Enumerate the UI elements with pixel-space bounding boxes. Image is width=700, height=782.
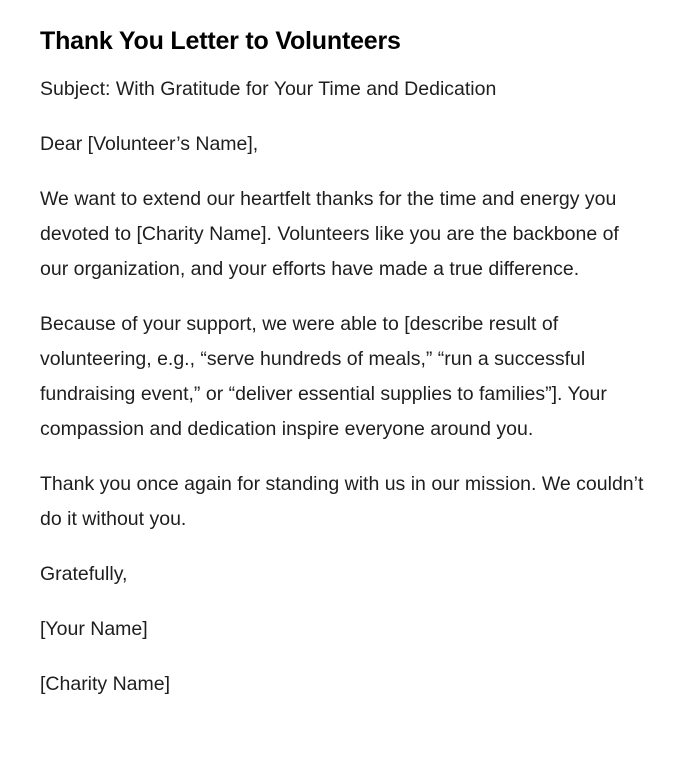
subject-line: Subject: With Gratitude for Your Time and Dedication [40,78,497,100]
signature-organization: [Charity Name] [40,673,171,695]
body-paragraph-1: We want to extend our heartfelt thanks for the time and energy you devoted to [Charity Name]. Volunteers like you are the backbone of our organization, and your efforts have made a true difference. [40,188,619,280]
signature-name: [Your Name] [40,618,148,640]
document-title: Thank You Letter to Volunteers [40,27,401,55]
body-paragraph-3: Thank you once again for standing with us in our mission. We couldn’t do it without you. [40,473,644,530]
closing: Gratefully, [40,563,128,585]
salutation: Dear [Volunteer’s Name], [40,133,259,155]
body-paragraph-2: Because of your support, we were able to [describe result of volunteering, e.g., “serve hundreds of meals,” “run a successful fundraising event,” or “deliver essential supplies to families”]. Your compassion and dedication inspire everyone around you. [40,313,607,440]
